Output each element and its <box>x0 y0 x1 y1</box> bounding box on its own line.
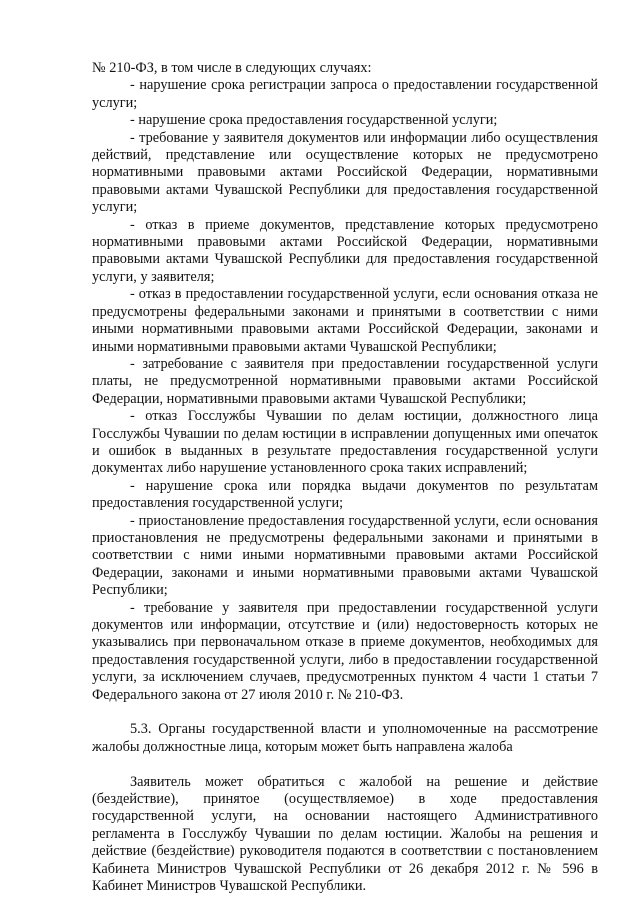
document-page <box>92 60 598 895</box>
paragraph-complaint-authority: Заявитель может обратиться с жалобой на решение и действие (бездействие), принятое (осуществляемое) в ходе предоставления государственной услуги, на основании настоящего Административного регламента в Госслужбу Чувашии по делам юстиции. Жалобы на решения и действие (бездействие) руководителя подаются в соответствии с постановлением Кабинета Министров Чувашской Республики от 26 декабря 2012 г. № 596 в Кабинет Министров Чувашской Республики. <box>92 773 598 895</box>
list-item-service-deadline: - нарушение срока предоставления государственной услуги; <box>130 112 498 129</box>
list-item-refusal-acceptance: - отказ в приеме документов, представление которых предусмотрено нормативными правовыми актами Российской Федерации, нормативными правовыми актами Чувашской Республики для предоставления государственной услуги, у заявителя; <box>92 216 598 285</box>
list-item-correction-refusal: - отказ Госслужбы Чувашии по делам юстиции, должностного лица Госслужбы Чувашии по делам юстиции в исправлении допущенных ими опечаток и ошибок в выданных в результате предоставления государственной услуги документах либо нарушение установленного срока таких исправлений; <box>92 408 598 477</box>
list-item-refusal-service: - отказ в предоставлении государственной услуги, если основания отказа не предусмотрены федеральными законами и принятыми в соответствии с ними иными нормативными правовыми актами Российской Федерации, законами и иными нормативными правовыми актами Чувашской Республики; <box>92 286 598 355</box>
list-item-undisclosed-documents: - требование у заявителя при предоставлении государственной услуги документов или информации, отсутствие и (или) недостоверность которых не указывались при первоначальном отказе в приеме документов, необходимых для предоставления государственной услуги, либо в предоставлении государственной услуги, за исключением случаев, предусмотренных пунктом 4 части 1 статьи 7 Федерального закона от 27 июля 2010 г. № 210-ФЗ. <box>92 599 598 703</box>
list-item-extra-documents: - требование у заявителя документов или информации либо осуществления действий, представление или осуществление которых не предусмотрено нормативными правовыми актами Российской Федерации, нормативными правовыми актами Чувашской Республики для предоставления государственной услуги; <box>92 129 598 216</box>
list-item-suspension: - приостановление предоставления государственной услуги, если основания приостановления не предусмотрены федеральными законами и принятыми в соответствии с ними иными нормативными правовыми актами Российской Федерации, законами и иными нормативными правовыми актами Чувашской Республики; <box>92 512 598 599</box>
list-item-issuance-violation: - нарушение срока или порядка выдачи документов по результатам предоставления государственной услуги; <box>92 477 598 512</box>
list-item-registration-deadline: - нарушение срока регистрации запроса о предоставлении государственной услуги; <box>92 77 598 111</box>
section-heading-5-3: 5.3. Органы государственной власти и уполномоченные на рассмотрение жалобы должностные лица, которым может быть направлена жалоба <box>92 721 598 755</box>
paragraph-intro: № 210-ФЗ, в том числе в следующих случаях: <box>92 60 372 76</box>
list-item-fee-demand: - затребование с заявителя при предоставлении государственной услуги платы, не предусмотренной нормативными правовыми актами Российской Федерации, нормативными правовыми актами Чувашской Республики; <box>92 355 598 407</box>
